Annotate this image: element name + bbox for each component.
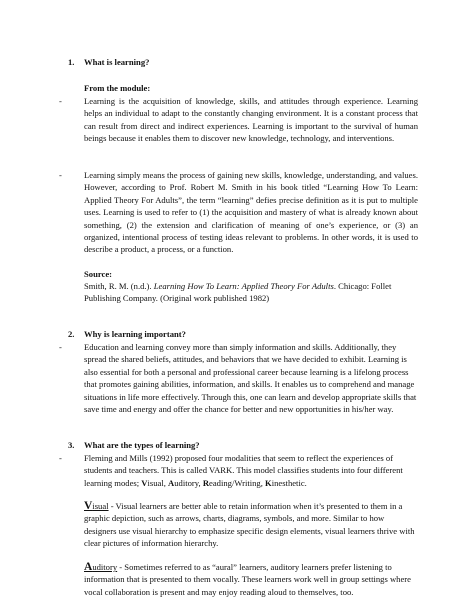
vark-intro: Fleming and Mills (1992) proposed four modalities that seem to reflect the experiences of students and teachers. This is called VARK. This model classifies students into four different learning modes; [84,453,403,488]
citation-author: Smith, R. M. (n.d.). [84,281,154,291]
visual-initial: V [84,500,93,512]
citation-title: Learning How To Learn: Applied Theory For Adults [153,281,334,291]
auditory-paragraph [84,561,418,598]
paragraph: Learning simply means the process of gaining new skills, knowledge, understanding, and values. However, according to Prof. Robert M. Smith in his book titled “Learning How To Learn: Applied Theory For Adults”, the term “learning” defies precise definition as it is put to multiple uses. Learning is used to refer to (1) the acquisition and mastery of what is already known about something, (2) the extension and clarification of meaning of one’s experience, or (3) an organized, intentional process of testing ideas relevant to problems. In other words, it is used to describe a product, a process, or a function. [84,170,418,255]
visual-paragraph [84,500,418,550]
visual-term [84,501,109,511]
vark-a-rest: uditory, [174,477,203,488]
vark-k-rest: inesthetic. [271,477,307,488]
visual-text: - Visual learners are better able to retain information when it’s presented to them in a graphic depiction, such as arrows, charts, diagrams, symbols, and more. Similar to how designers use visual hierarchy to emphasize specific design elements, visual learners thrive with clear pictures of information hierarchy. [84,501,415,549]
vark-k: K [265,477,272,488]
vark-r: R [202,477,210,488]
list-item [59,341,418,415]
list-item [59,452,418,489]
visual-term-rest: isual [92,501,109,511]
auditory-initial: A [84,561,93,573]
vark-paragraph [84,452,418,489]
question-number: 1. [68,57,75,67]
vark-a: A [168,477,175,488]
vark-v-rest: isual, [147,477,169,488]
paragraph: Education and learning convey more than simply information and skills. Additionally, they spread the shared beliefs, attitudes, and behaviors that we have decided to exhibit. Learning is also essential for both a personal and professional career because learning is a lifelong process that promotes gaining abilities, information, and skills. It enables us to comprehend and manage situations in life more effectively. Through this, one can learn and develop appropriate skills that save time and energy and offer the chance for better and new opportunities in his/her way. [84,342,417,415]
bullet-dash: - [59,170,62,180]
question-1-heading [68,56,368,69]
bullet-dash: - [59,453,62,463]
question-3-heading [68,439,368,452]
source-heading: Source: [84,269,113,279]
question-number: 2. [68,329,75,339]
vark-r-rest: eading/Writing, [209,477,266,488]
paragraph: Learning is the acquisition of knowledge, skills, and attitudes through experience. Learning helps an individual to adapt to the constantly changing environment. It is a constant process that can result from direct and indirect experiences. Learning is important to the survival of human beings because it enables them to discover new knowledge, technology, and interventions. [84,96,418,144]
bullet-dash: - [59,342,62,352]
list-item [59,169,418,256]
bullet-dash: - [59,96,62,106]
source-citation [84,280,418,305]
auditory-term [84,562,117,572]
question-text: Why is learning important? [84,329,186,339]
question-text: What is learning? [84,57,150,67]
module-heading: From the module: [84,83,151,93]
vark-v: V [141,477,148,488]
list-item [59,95,418,145]
question-text: What are the types of learning? [84,440,200,450]
question-2-heading [68,328,368,341]
citation-publisher: . Chicago: Follet Publishing Company. (Original work published 1982) [84,281,392,304]
question-number: 3. [68,440,75,450]
auditory-text: - Sometimes referred to as “aural” learners, auditory learners prefer listening to information that is presented to them vocally. These learners work well in group settings where vocal collaboration is present and may enjoy reading aloud to themselves, too. [84,562,411,597]
auditory-term-rest: uditory [92,562,118,572]
